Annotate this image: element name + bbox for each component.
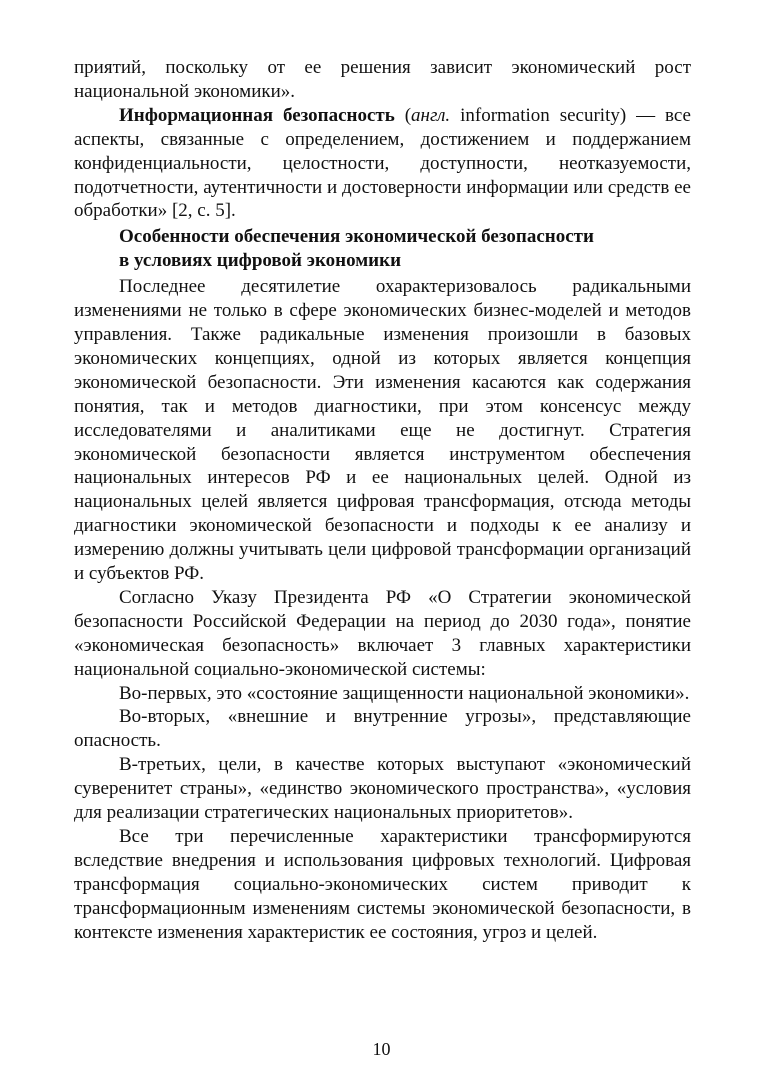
definition-text: все аспекты, связанные с определением, достижением и поддержанием конфиденциальности, целостности, доступности, неотказуемости, подотчетности, аутентичности и достоверности информации или средств ее обработки» [2, с. 5]. [74, 104, 691, 222]
page-body [74, 56, 691, 945]
paragraph-presidential-decree: Согласно Указу Президента РФ «О Стратегии экономической безопасности Российской Федерации на период до 2030 года», понятие «экономическая безопасность» включает 3 главных характеристики национальной социально-экономической системы: [74, 586, 691, 680]
definition-open-paren: ( [394, 104, 412, 126]
paragraph-first-characteristic: Во-первых, это «состояние защищенности национальной экономики». [119, 682, 690, 704]
paragraph-continuation: приятий, поскольку от ее решения зависит экономический рост национальной экономики». [74, 57, 691, 102]
section-heading-line-2: в условиях цифровой экономики [119, 250, 402, 272]
section-heading-line-1: Особенности обеспечения экономической безопасности [119, 226, 594, 248]
paragraph-second-characteristic: Во-вторых, «внешние и внутренние угрозы», представляющие опасность. [74, 706, 691, 752]
paragraph-third-characteristic: В-третьих, цели, в качестве которых выступают «экономический суверенитет страны», «единство экономического пространства», «условия для реализации стратегических национальных приоритетов». [74, 754, 691, 824]
definition-lang-label: англ. [411, 104, 451, 126]
definition-paragraph [74, 104, 691, 224]
paragraph-digital-transformation: Последнее десятилетие охарактеризовалось радикальными изменениями не только в сфере экономических бизнес-моделей и методов управления. Также радикальные изменения произошли в базовых экономических концепциях, одной из которых является концепция экономической безопасности. Эти изменения касаются как содержания понятия, так и методов диагностики, при этом консенсус между исследователями и аналитиками еще не достигнут. Стратегия экономической безопасности является инструментом обеспечения национальных интересов РФ и ее национальных целей. Одной из национальных целей является цифровая трансформация, отсюда методы диагностики экономической безопасности и подходы к ее анализу и измерению должны учитывать цели цифровой трансформации организаций и субъектов РФ. [74, 276, 691, 585]
section-heading [119, 225, 691, 273]
page-number: 10 [372, 1039, 391, 1059]
definition-term: Информационная безопасность [119, 104, 395, 126]
paragraph-transformation-summary: Все три перечисленные характеристики трансформируются вследствие внедрения и использования цифровых технологий. Цифровая трансформация социально-экономических систем приводит к трансформационным изменениям системы экономической безопасности, в контексте изменения характеристик ее состояния, угроз и целей. [74, 826, 691, 943]
definition-term-en: information security) — [450, 104, 666, 126]
